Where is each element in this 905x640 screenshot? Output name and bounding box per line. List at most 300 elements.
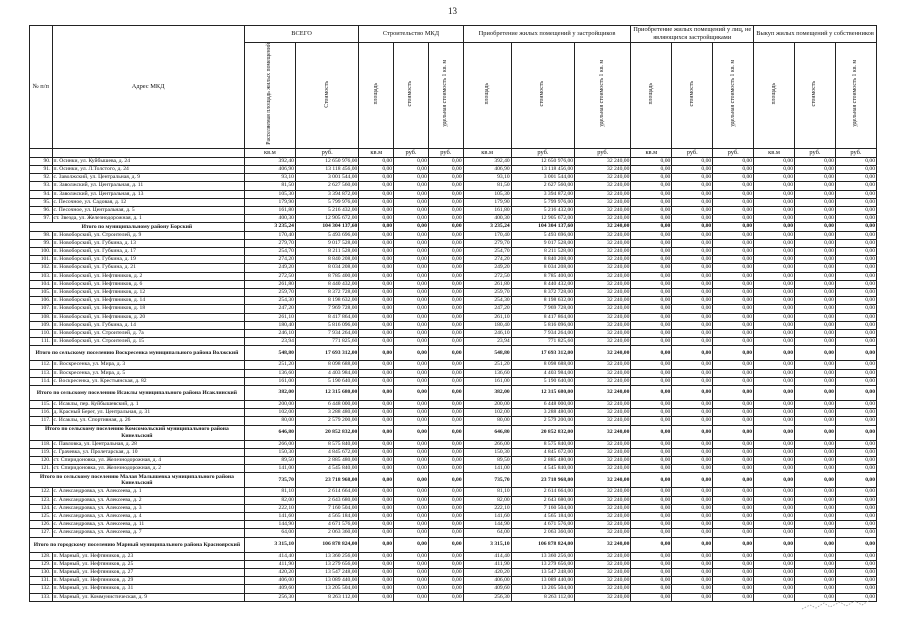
value-cell: 170,40 xyxy=(244,231,295,239)
row-address: ст. Спиридоновка, ул. Железнодорожная, д. 2 xyxy=(52,465,244,473)
value-cell: 32 240,00 xyxy=(575,223,631,231)
value-cell: 382,00 xyxy=(463,386,511,401)
value-cell: 0,00 xyxy=(795,165,836,173)
value-cell: 9 017 528,00 xyxy=(511,239,574,247)
value-cell: 246,10 xyxy=(244,330,295,338)
row-address: п. Новоборский, ул. Нефтяников, д. 6 xyxy=(52,280,244,288)
header-address: Адрес МКД xyxy=(52,26,244,149)
row-address: д. Красный Берег, ул. Центральная, д. 31 xyxy=(52,409,244,417)
row-number: 116. xyxy=(30,409,53,417)
value-cell: 0,00 xyxy=(713,215,754,223)
table-row xyxy=(30,264,877,272)
value-cell: 0,00 xyxy=(394,585,429,593)
value-cell: 0,00 xyxy=(631,537,672,552)
row-address: п. Новоборский, ул. Губкина, д. 14 xyxy=(52,321,244,329)
subheader-label: Стоимость xyxy=(323,80,330,108)
value-cell: 32 240,00 xyxy=(575,280,631,288)
value-cell: 32 240,00 xyxy=(575,457,631,465)
value-cell: 0,00 xyxy=(672,288,713,296)
value-cell: 0,00 xyxy=(359,409,394,417)
value-cell: 0,00 xyxy=(713,239,754,247)
value-cell: 0,00 xyxy=(713,473,754,488)
value-cell: 400,30 xyxy=(463,215,511,223)
value-cell: 0,00 xyxy=(795,288,836,296)
value-cell: 6 448 000,00 xyxy=(511,401,574,409)
value-cell: 0,00 xyxy=(754,440,795,448)
value-cell: 5 816 096,00 xyxy=(511,321,574,329)
value-cell: 411,90 xyxy=(463,560,511,568)
value-cell: 4 565 184,00 xyxy=(295,513,358,521)
value-cell: 259,70 xyxy=(244,288,295,296)
value-cell: 3 394 872,00 xyxy=(511,190,574,198)
value-cell: 0,00 xyxy=(428,529,463,537)
row-number: 125. xyxy=(30,513,53,521)
value-cell: 3 235,24 xyxy=(244,223,295,231)
unit-cell: кв.м xyxy=(463,148,511,157)
value-cell: 406,00 xyxy=(244,577,295,585)
value-cell: 0,00 xyxy=(394,448,429,456)
value-cell: 249,20 xyxy=(244,264,295,272)
value-cell: 246,10 xyxy=(463,330,511,338)
value-cell: 0,00 xyxy=(754,198,795,206)
value-cell: 0,00 xyxy=(754,190,795,198)
value-cell: 136,60 xyxy=(463,369,511,377)
table-row xyxy=(30,338,877,346)
value-cell: 0,00 xyxy=(713,409,754,417)
value-cell: 0,00 xyxy=(835,417,876,425)
value-cell: 0,00 xyxy=(795,569,836,577)
value-cell: 2 627 560,00 xyxy=(511,182,574,190)
value-cell: 0,00 xyxy=(672,361,713,369)
unit-cell: кв.м xyxy=(631,148,672,157)
row-address: с. Песочное, ул. Садовая, д. 12 xyxy=(52,198,244,206)
value-cell: 0,00 xyxy=(835,321,876,329)
value-cell: 104 304 137,60 xyxy=(295,223,358,231)
value-cell: 13 205 504,00 xyxy=(295,585,358,593)
value-cell: 0,00 xyxy=(394,440,429,448)
value-cell: 0,00 xyxy=(394,206,429,214)
value-cell: 0,00 xyxy=(631,448,672,456)
value-cell: 0,00 xyxy=(835,174,876,182)
value-cell: 13 118 456,00 xyxy=(295,165,358,173)
value-cell: 0,00 xyxy=(359,256,394,264)
value-cell: 0,00 xyxy=(428,552,463,560)
value-cell: 7 969 728,00 xyxy=(511,305,574,313)
value-cell: 0,00 xyxy=(795,321,836,329)
value-cell: 0,00 xyxy=(713,231,754,239)
value-cell: 735,70 xyxy=(463,473,511,488)
value-cell: 0,00 xyxy=(835,330,876,338)
subheader-label: стоимость xyxy=(811,81,818,107)
value-cell: 3 288 480,00 xyxy=(295,409,358,417)
value-cell: 0,00 xyxy=(754,361,795,369)
value-cell: 0,00 xyxy=(394,488,429,496)
row-number: 108. xyxy=(30,313,53,321)
unit-cell: руб. xyxy=(511,148,574,157)
value-cell: 32 240,00 xyxy=(575,174,631,182)
value-cell: 0,00 xyxy=(631,206,672,214)
value-cell: 170,40 xyxy=(463,231,511,239)
value-cell: 23 718 968,00 xyxy=(295,473,358,488)
value-cell: 0,00 xyxy=(359,330,394,338)
row-number: 114. xyxy=(30,377,53,385)
value-cell: 0,00 xyxy=(835,440,876,448)
value-cell: 406,90 xyxy=(244,165,295,173)
value-cell: 102,00 xyxy=(244,409,295,417)
value-cell: 0,00 xyxy=(795,529,836,537)
value-cell: 0,00 xyxy=(835,280,876,288)
value-cell: 2 643 680,00 xyxy=(511,496,574,504)
value-cell: 0,00 xyxy=(754,247,795,255)
value-cell: 0,00 xyxy=(359,239,394,247)
value-cell: 200,00 xyxy=(244,401,295,409)
row-address: п. Марный, ул. Нефтяников, д. 31 xyxy=(52,585,244,593)
value-cell: 4 671 576,00 xyxy=(511,521,574,529)
value-cell: 0,00 xyxy=(795,338,836,346)
unit-cell: кв.м xyxy=(754,148,795,157)
value-cell: 8 785 400,00 xyxy=(295,272,358,280)
table-body xyxy=(30,157,877,601)
subheader-label: стоимость xyxy=(407,81,414,107)
value-cell: 0,00 xyxy=(713,488,754,496)
table-row xyxy=(30,256,877,264)
value-cell: 0,00 xyxy=(631,569,672,577)
value-cell: 81,50 xyxy=(244,182,295,190)
value-cell: 8 372 728,00 xyxy=(295,288,358,296)
value-cell: 0,00 xyxy=(835,521,876,529)
value-cell: 0,00 xyxy=(359,377,394,385)
value-cell: 2 885 480,00 xyxy=(295,457,358,465)
value-cell: 8 575 840,00 xyxy=(511,440,574,448)
value-cell: 0,00 xyxy=(394,465,429,473)
value-cell: 261,80 xyxy=(463,280,511,288)
value-cell: 0,00 xyxy=(394,157,429,165)
value-cell: 261,80 xyxy=(244,280,295,288)
value-cell: 0,00 xyxy=(631,264,672,272)
value-cell: 0,00 xyxy=(359,247,394,255)
value-cell: 141,60 xyxy=(463,513,511,521)
value-cell: 0,00 xyxy=(754,256,795,264)
row-number: 106. xyxy=(30,297,53,305)
value-cell: 0,00 xyxy=(795,417,836,425)
value-cell: 32 240,00 xyxy=(575,504,631,512)
row-number: 110. xyxy=(30,330,53,338)
value-cell: 0,00 xyxy=(631,457,672,465)
value-cell: 256,30 xyxy=(463,593,511,601)
value-cell: 4 845 672,00 xyxy=(295,448,358,456)
value-cell: 0,00 xyxy=(835,247,876,255)
subtotal-label: Итого по муниципальному району Борский xyxy=(30,223,245,231)
value-cell: 0,00 xyxy=(359,264,394,272)
value-cell: 93,10 xyxy=(463,174,511,182)
value-cell: 0,00 xyxy=(672,190,713,198)
value-cell: 0,00 xyxy=(713,280,754,288)
value-cell: 0,00 xyxy=(835,313,876,321)
value-cell: 0,00 xyxy=(795,504,836,512)
value-cell: 0,00 xyxy=(672,206,713,214)
value-cell: 32 240,00 xyxy=(575,321,631,329)
value-cell: 0,00 xyxy=(359,190,394,198)
value-cell: 0,00 xyxy=(672,346,713,361)
row-address: п. Марный, ул. Нефтяников, д. 23 xyxy=(52,552,244,560)
value-cell: 0,00 xyxy=(428,577,463,585)
value-cell: 179,90 xyxy=(463,198,511,206)
value-cell: 0,00 xyxy=(754,182,795,190)
value-cell: 0,00 xyxy=(835,552,876,560)
value-cell: 0,00 xyxy=(835,448,876,456)
value-cell: 0,00 xyxy=(713,321,754,329)
value-cell: 104 304 137,60 xyxy=(511,223,574,231)
row-address: с. Исаклы, пер. Куйбышевский, д. 1 xyxy=(52,401,244,409)
row-number: 104. xyxy=(30,280,53,288)
value-cell: 0,00 xyxy=(631,488,672,496)
value-cell: 0,00 xyxy=(359,288,394,296)
value-cell: 32 240,00 xyxy=(575,231,631,239)
table-row xyxy=(30,457,877,465)
value-cell: 0,00 xyxy=(672,521,713,529)
value-cell: 0,00 xyxy=(359,585,394,593)
row-number: 96. xyxy=(30,206,53,214)
value-cell: 0,00 xyxy=(428,182,463,190)
value-cell: 161,00 xyxy=(463,377,511,385)
value-cell: 0,00 xyxy=(394,190,429,198)
value-cell: 136,60 xyxy=(244,369,295,377)
value-cell: 0,00 xyxy=(359,272,394,280)
value-cell: 12 315 680,00 xyxy=(295,386,358,401)
value-cell: 0,00 xyxy=(795,313,836,321)
value-cell: 0,00 xyxy=(394,521,429,529)
value-cell: 0,00 xyxy=(754,313,795,321)
value-cell: 0,00 xyxy=(835,401,876,409)
value-cell: 0,00 xyxy=(795,264,836,272)
row-number: 101. xyxy=(30,256,53,264)
row-address: п. Новоборский, ул. Губкина, д. 19 xyxy=(52,256,244,264)
value-cell: 0,00 xyxy=(795,239,836,247)
table-row xyxy=(30,157,877,165)
header-group-developers: Приобретение жилых помещений у застройщиков xyxy=(463,26,631,43)
value-cell: 0,00 xyxy=(631,231,672,239)
subtotal-row xyxy=(30,425,877,440)
subtotal-row xyxy=(30,386,877,401)
value-cell: 0,00 xyxy=(754,513,795,521)
value-cell: 0,00 xyxy=(835,215,876,223)
row-number: 91. xyxy=(30,165,53,173)
value-cell: 0,00 xyxy=(394,377,429,385)
value-cell: 0,00 xyxy=(672,313,713,321)
value-cell: 0,00 xyxy=(754,569,795,577)
value-cell: 32 240,00 xyxy=(575,247,631,255)
value-cell: 0,00 xyxy=(795,361,836,369)
row-number: 117. xyxy=(30,417,53,425)
row-number: 115. xyxy=(30,401,53,409)
value-cell: 32 240,00 xyxy=(575,206,631,214)
value-cell: 7 160 504,00 xyxy=(295,504,358,512)
value-cell: 0,00 xyxy=(754,264,795,272)
value-cell: 0,00 xyxy=(394,513,429,521)
subheader-cell xyxy=(394,43,429,149)
value-cell: 0,00 xyxy=(672,577,713,585)
value-cell: 0,00 xyxy=(428,521,463,529)
value-cell: 0,00 xyxy=(835,305,876,313)
value-cell: 5 799 976,00 xyxy=(511,198,574,206)
value-cell: 0,00 xyxy=(754,465,795,473)
row-address: с. Павловка, ул. Центральная, д. 28 xyxy=(52,440,244,448)
value-cell: 32 240,00 xyxy=(575,569,631,577)
row-address: с. Исаклы, ул. Спортивная, д. 26 xyxy=(52,417,244,425)
value-cell: 13 118 456,00 xyxy=(511,165,574,173)
subheader-cell xyxy=(511,43,574,149)
value-cell: 0,00 xyxy=(713,174,754,182)
value-cell: 0,00 xyxy=(631,330,672,338)
value-cell: 771 825,60 xyxy=(511,338,574,346)
value-cell: 82,00 xyxy=(244,496,295,504)
row-number: 97. xyxy=(30,215,53,223)
subheader-cell xyxy=(631,43,672,149)
value-cell: 0,00 xyxy=(359,488,394,496)
value-cell: 179,90 xyxy=(244,198,295,206)
unit-cell: руб. xyxy=(295,148,358,157)
value-cell: 0,00 xyxy=(428,425,463,440)
table-row xyxy=(30,440,877,448)
subheader-label: стоимость xyxy=(539,81,546,107)
value-cell: 272,50 xyxy=(244,272,295,280)
subheader-label: площадь xyxy=(372,83,379,105)
value-cell: 0,00 xyxy=(795,552,836,560)
value-cell: 0,00 xyxy=(428,560,463,568)
value-cell: 0,00 xyxy=(428,157,463,165)
value-cell: 0,00 xyxy=(359,496,394,504)
value-cell: 23,94 xyxy=(244,338,295,346)
value-cell: 0,00 xyxy=(795,473,836,488)
row-address: с. Александровка, ул. Алексеева, д. 2 xyxy=(52,496,244,504)
value-cell: 0,00 xyxy=(359,425,394,440)
table-header xyxy=(30,26,877,158)
value-cell: 0,00 xyxy=(835,593,876,601)
value-cell: 0,00 xyxy=(795,157,836,165)
value-cell: 0,00 xyxy=(359,537,394,552)
value-cell: 0,00 xyxy=(795,272,836,280)
value-cell: 2 579 200,00 xyxy=(295,417,358,425)
subtotal-row xyxy=(30,346,877,361)
value-cell: 0,00 xyxy=(795,521,836,529)
value-cell: 6 448 000,00 xyxy=(295,401,358,409)
value-cell: 81,50 xyxy=(463,182,511,190)
value-cell: 0,00 xyxy=(795,377,836,385)
value-cell: 0,00 xyxy=(631,346,672,361)
row-number: 132. xyxy=(30,585,53,593)
value-cell: 0,00 xyxy=(713,377,754,385)
value-cell: 0,00 xyxy=(631,272,672,280)
subtotal-label: Итого по сельскому поселению Исаклы муниципального района Исаклинский xyxy=(30,386,245,401)
subtotal-label: Итого по сельскому поселению Малая Малышевка муниципального района Кинельский xyxy=(30,473,245,488)
row-address: п. Новоборский, ул. Нефтяников, д. 2 xyxy=(52,272,244,280)
value-cell: 0,00 xyxy=(394,338,429,346)
value-cell: 8 034 208,00 xyxy=(295,264,358,272)
value-cell: 5 190 640,00 xyxy=(295,377,358,385)
value-cell: 0,00 xyxy=(795,198,836,206)
value-cell: 0,00 xyxy=(795,346,836,361)
value-cell: 32 240,00 xyxy=(575,264,631,272)
value-cell: 5 816 096,00 xyxy=(295,321,358,329)
subtotal-label: Итого по городскому поселению Марный муниципального района Красноярский xyxy=(30,537,245,552)
value-cell: 0,00 xyxy=(754,585,795,593)
row-number: 118. xyxy=(30,440,53,448)
value-cell: 2 627 560,00 xyxy=(295,182,358,190)
value-cell: 8 198 632,00 xyxy=(511,297,574,305)
row-address: п. Заволжский, ул. Центральная, д. 11 xyxy=(52,182,244,190)
value-cell: 222,10 xyxy=(244,504,295,512)
subheader-label: удельная стоимость 1 кв. м xyxy=(729,60,736,128)
subheader-label: площадь xyxy=(647,83,654,105)
value-cell: 0,00 xyxy=(672,496,713,504)
value-cell: 32 240,00 xyxy=(575,537,631,552)
value-cell: 0,00 xyxy=(713,346,754,361)
value-cell: 80,00 xyxy=(244,417,295,425)
value-cell: 0,00 xyxy=(713,529,754,537)
value-cell: 0,00 xyxy=(428,256,463,264)
page-number: 13 xyxy=(448,6,457,16)
value-cell: 0,00 xyxy=(713,223,754,231)
value-cell: 0,00 xyxy=(394,504,429,512)
value-cell: 0,00 xyxy=(795,330,836,338)
value-cell: 0,00 xyxy=(754,321,795,329)
value-cell: 2 579 200,00 xyxy=(511,417,574,425)
value-cell: 0,00 xyxy=(359,513,394,521)
table-row xyxy=(30,496,877,504)
subheader-cell xyxy=(428,43,463,149)
value-cell: 0,00 xyxy=(394,215,429,223)
value-cell: 0,00 xyxy=(672,504,713,512)
value-cell: 0,00 xyxy=(631,504,672,512)
row-number: 133. xyxy=(30,593,53,601)
value-cell: 0,00 xyxy=(795,231,836,239)
value-cell: 8 034 208,00 xyxy=(511,264,574,272)
header-group-construction: Строительство МКД xyxy=(359,26,463,43)
value-cell: 0,00 xyxy=(713,504,754,512)
value-cell: 409,60 xyxy=(463,585,511,593)
value-cell: 0,00 xyxy=(359,297,394,305)
row-address: п. Новоборский, ул. Нефтяников, д. 18 xyxy=(52,305,244,313)
value-cell: 0,00 xyxy=(631,305,672,313)
value-cell: 0,00 xyxy=(795,215,836,223)
table-row xyxy=(30,174,877,182)
value-cell: 0,00 xyxy=(672,256,713,264)
value-cell: 0,00 xyxy=(754,560,795,568)
subheader-cell xyxy=(672,43,713,149)
value-cell: 8 417 864,00 xyxy=(511,313,574,321)
value-cell: 0,00 xyxy=(713,305,754,313)
value-cell: 89,50 xyxy=(463,457,511,465)
value-cell: 0,00 xyxy=(428,585,463,593)
table-row xyxy=(30,504,877,512)
value-cell: 32 240,00 xyxy=(575,256,631,264)
value-cell: 0,00 xyxy=(672,182,713,190)
value-cell: 0,00 xyxy=(359,223,394,231)
subtotal-row xyxy=(30,223,877,231)
value-cell: 0,00 xyxy=(394,593,429,601)
table-row xyxy=(30,330,877,338)
row-address: п. Воскресенка, ул. Мира, д. 3 xyxy=(52,361,244,369)
value-cell: 32 240,00 xyxy=(575,288,631,296)
value-cell: 0,00 xyxy=(754,386,795,401)
value-cell: 5 799 976,00 xyxy=(295,198,358,206)
value-cell: 0,00 xyxy=(672,440,713,448)
value-cell: 0,00 xyxy=(631,223,672,231)
subheader-cell xyxy=(713,43,754,149)
scribble-mark xyxy=(800,598,872,612)
row-address: с. Александровка, ул. Алексеева, д. 4 xyxy=(52,513,244,521)
value-cell: 0,00 xyxy=(795,401,836,409)
